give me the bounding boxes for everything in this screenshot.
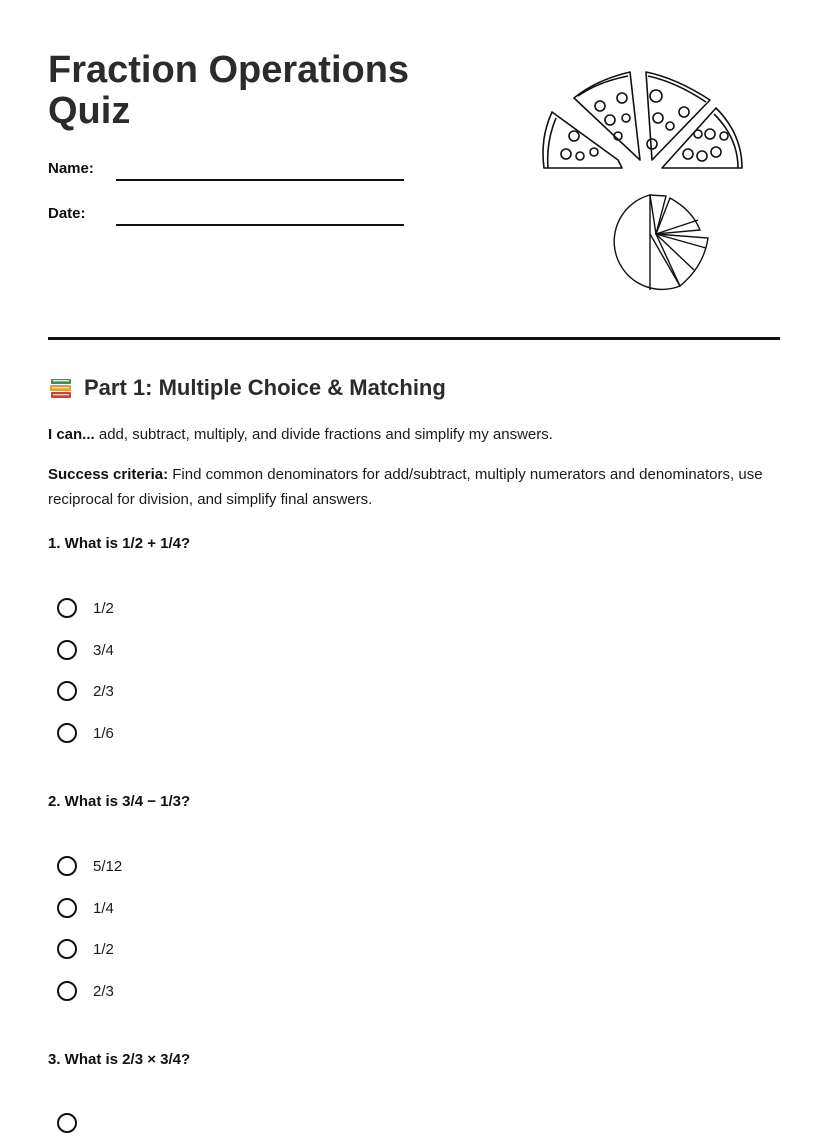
section-divider (48, 337, 780, 340)
option-label: 3/4 (93, 641, 114, 659)
q1-option-3[interactable] (57, 678, 114, 704)
date-label: Date: (48, 205, 86, 222)
option-label: 1/2 (93, 940, 114, 958)
q1-option-1[interactable] (57, 595, 114, 621)
learning-goal-text: add, subtract, multiply, and divide fractions and simplify my answers. (94, 426, 553, 443)
q1-option-4[interactable] (57, 720, 114, 746)
option-label: 5/12 (93, 857, 123, 875)
option-label: 1/2 (93, 599, 114, 617)
radio-button[interactable] (57, 598, 77, 618)
date-field[interactable] (48, 205, 408, 229)
learning-goal-label: I can... (48, 426, 95, 443)
option-label: 2/3 (93, 682, 114, 700)
radio-button[interactable] (57, 939, 77, 959)
q2-option-4[interactable] (57, 978, 114, 1004)
question-1: 1. What is 1/2 + 1/4? (48, 535, 191, 552)
success-criteria-label: Success criteria: (48, 466, 169, 483)
q2-option-3[interactable] (57, 936, 114, 962)
q1-option-2[interactable] (57, 637, 114, 663)
pizza-slices-icon (538, 68, 748, 174)
question-2: 2. What is 3/4 − 1/3? (48, 793, 191, 810)
date-input-line[interactable] (116, 224, 404, 226)
q2-option-2[interactable] (57, 895, 114, 921)
success-criteria (48, 462, 788, 512)
q3-option-1[interactable] (57, 1110, 77, 1136)
q2-option-1[interactable] (57, 853, 122, 879)
option-label: 2/3 (93, 982, 114, 1000)
radio-button[interactable] (57, 898, 77, 918)
page-title: Fraction Operations Quiz (48, 49, 410, 132)
radio-button[interactable] (57, 1113, 77, 1133)
part1-heading-text: Part 1: Multiple Choice & Matching (84, 375, 446, 400)
question-3: 3. What is 2/3 × 3/4? (48, 1051, 191, 1068)
fraction-pie-icon (596, 190, 712, 296)
radio-button[interactable] (57, 981, 77, 1001)
books-icon (48, 375, 74, 401)
radio-button[interactable] (57, 723, 77, 743)
radio-button[interactable] (57, 640, 77, 660)
learning-goal (48, 422, 788, 447)
success-criteria-text: Find common denominators for add/subtract, multiply numerators and denominators, use reciprocal for division, and simplify final answers. (48, 466, 763, 508)
option-label: 1/4 (93, 899, 114, 917)
radio-button[interactable] (57, 681, 77, 701)
name-label: Name: (48, 160, 94, 177)
name-field[interactable] (48, 160, 408, 184)
part1-heading (48, 373, 446, 403)
radio-button[interactable] (57, 856, 77, 876)
option-label: 1/6 (93, 724, 114, 742)
name-input-line[interactable] (116, 179, 404, 181)
